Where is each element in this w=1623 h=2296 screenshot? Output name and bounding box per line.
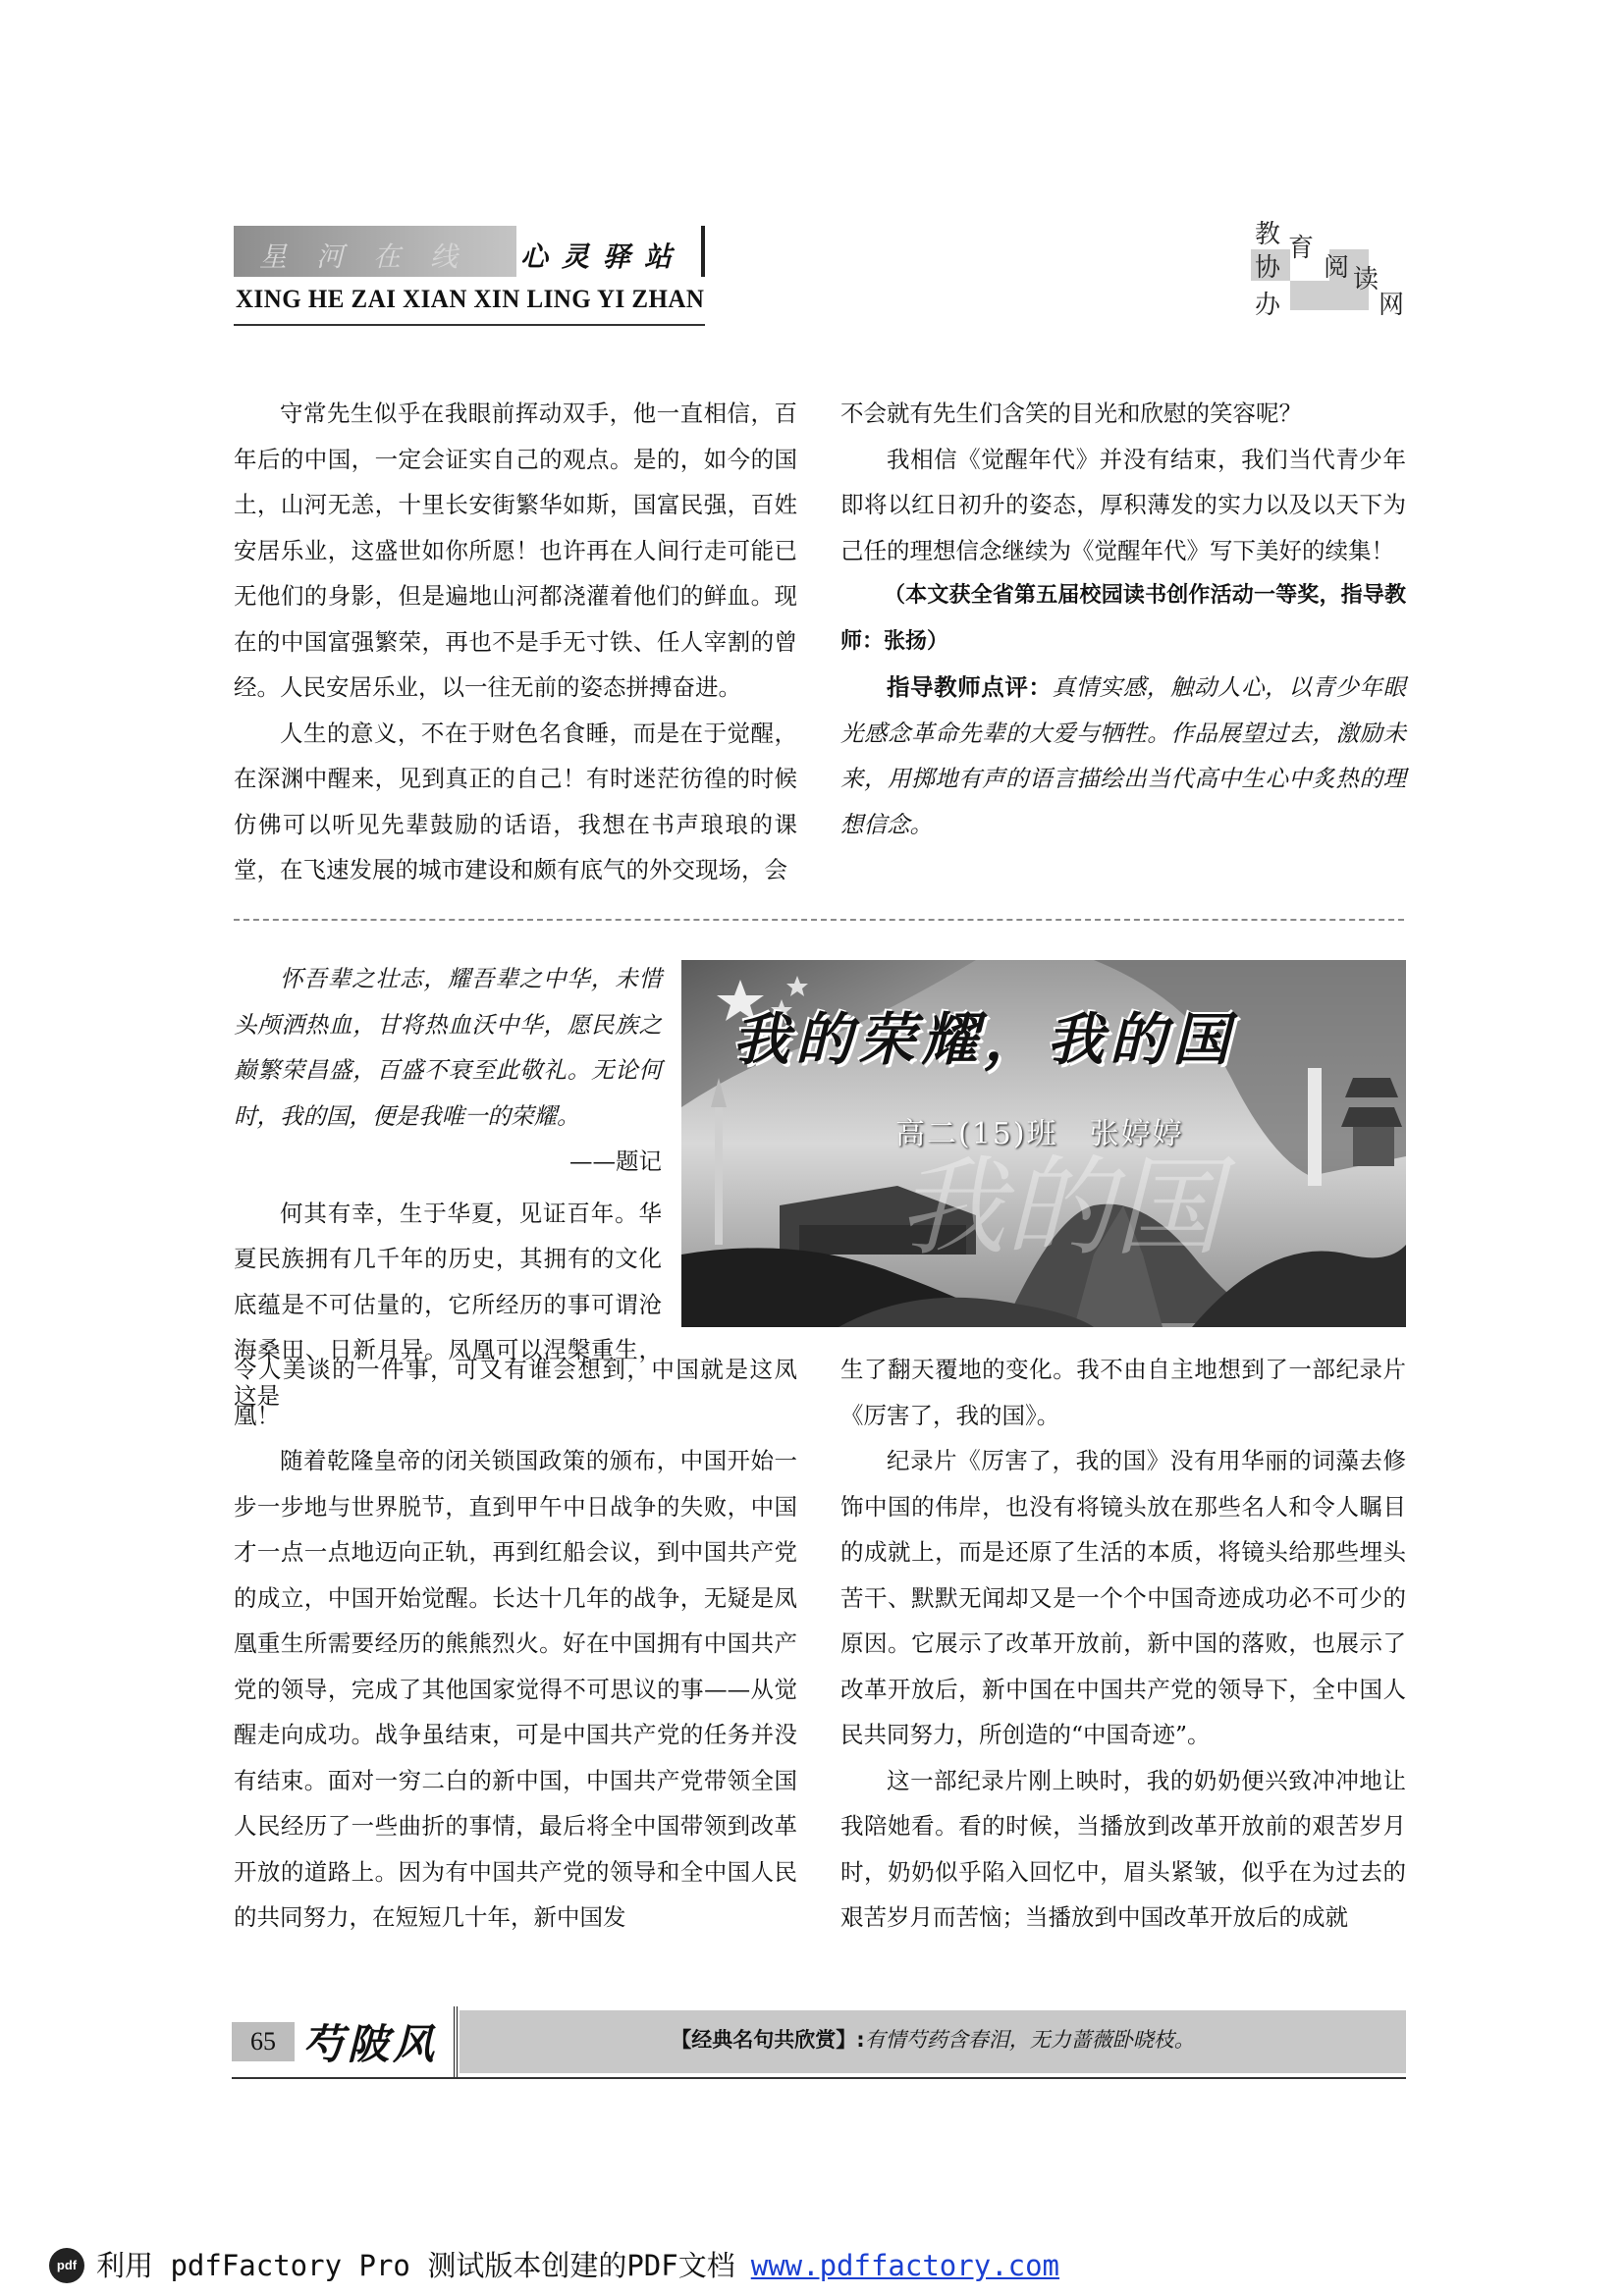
column-pinyin: XING HE ZAI XIAN XIN LING YI ZHAN	[236, 285, 705, 313]
paragraph: 这一部纪录片刚上映时，我的奶奶便兴致冲冲地让我陪她看。看的时候，当播放到改革开放前的艰苦岁月时，奶奶似乎陷入回忆中，眉头紧皱，似乎在为过去的艰苦岁月而苦恼；当播放到中国改革开放后的成就	[840, 1766, 1406, 1931]
pdf-watermark-link[interactable]: www.pdffactory.com	[750, 2249, 1060, 2282]
teacher-comment-text: 真情实感，触动人心，以青少年眼光感念革命先辈的大爱与牺牲。作品展望过去，激励未来，用掷地有声的语言描绘出当代高中生心中炙热的理想信念。	[840, 673, 1406, 838]
epigraph-sign: ——题记	[569, 1148, 662, 1175]
footer-rule	[232, 2077, 1406, 2079]
paragraph: 随着乾隆皇帝的闭关锁国政策的颁布，中国开始一步一步地与世界脱节，直到甲午中日战争的失败，中国才一点一点地迈向正轨，再到红船会议，到中国共产党的成立，中国开始觉醒。长达十几年的战争，无疑是凤凰重生所需要经历的熊熊烈火。好在中国拥有中国共产党的领导，完成了其他国家觉得不可思议的事——从觉醒走向成功。战争虽结束，可是中国共产党的任务并没有结束。面对一穷二白的新中国，中国共产党带领全国人民经历了一些曲折的事情，最后将全中国带领到改革开放的道路上。因为有中国共产党的领导和全中国人民的共同努力，在短短几十年，新中国发	[234, 1447, 797, 1931]
logo-char: 读	[1353, 265, 1380, 294]
article2-right-column	[840, 1347, 1406, 1941]
pdf-watermark-text: 利用 pdfFactory Pro 测试版本创建的PDF文档	[96, 2249, 735, 2282]
paragraph-continuation: 令人美谈的一件事，可又有谁会想到，中国就是这凤凰！	[234, 1356, 797, 1429]
paragraph: 何其有幸，生于华夏，见证百年。华夏民族拥有几千年的历史，其拥有的文化底蕴是不可估量的，它所经历的事可谓沧海桑田、日新月异。凤凰可以涅槃重生，这是	[234, 1199, 662, 1410]
paragraph-continuation: 生了翻天覆地的变化。我不由自主地想到了一部纪录片《厉害了，我的国》。	[840, 1356, 1406, 1429]
footer-quote-label: 【经典名句共欣赏】:	[671, 2028, 865, 2052]
pdf-watermark	[96, 2244, 1059, 2284]
pdf-icon: pdf	[49, 2248, 84, 2283]
magazine-title: 芍陂风	[302, 2020, 439, 2068]
column-name-dark: 心灵驿站	[519, 240, 685, 273]
teacher-comment-label: 指导教师点评：	[887, 673, 1053, 701]
logo-char: 网	[1379, 291, 1405, 320]
logo-char: 阅	[1324, 253, 1350, 283]
footer-divider	[444, 2006, 458, 2077]
header-rule	[234, 324, 705, 326]
article1-left-column	[234, 391, 797, 893]
paragraph: 守常先生似乎在我眼前挥动双手，他一直相信，百年后的中国，一定会证实自己的观点。是的，如今的国土，山河无恙，十里长安街繁华如斯，国富民强，百姓安居乐业，这盛世如你所愿！也许再在人间行走可能已无他们的身影，但是遍地山河都浇灌着他们的鲜血。现在的中国富强繁荣，再也不是手无寸铁、任人宰割的曾经。人民安居乐业，以一往无前的姿态拼搏奋进。	[234, 400, 797, 701]
column-header-bar	[234, 226, 705, 277]
award-note: （本文获全省第五届校园读书创作活动一等奖，指导教师：张扬）	[840, 583, 1406, 654]
footer-quote	[460, 2024, 1406, 2054]
logo-char: 协	[1255, 253, 1281, 283]
paragraph-continuation: 不会就有先生们含笑的目光和欣慰的笑容呢？	[840, 400, 1302, 427]
footer-quote-text: 有情芍药含春泪，无力蔷薇卧晓枝。	[864, 2028, 1195, 2052]
logo-char: 育	[1288, 234, 1315, 263]
article-divider	[234, 919, 1404, 921]
paragraph: 我相信《觉醒年代》并没有结束，我们当代青少年即将以红日初升的姿态，厚积薄发的实力以及以天下为己任的理想信念继续为《觉醒年代》写下美好的续集！	[840, 445, 1406, 564]
article2-left-lower-column	[234, 1347, 797, 1941]
article1-right-column	[840, 391, 1406, 847]
column-name-light: 星河在线	[259, 240, 488, 273]
publisher-logo	[1251, 214, 1408, 320]
epigraph: 怀吾辈之壮志，耀吾辈之中华，未惜头颅洒热血，甘将热血沃中华，愿民族之巅繁荣昌盛，百盛不衰至此敬礼。无论何时，我的国，便是我唯一的荣耀。	[234, 965, 662, 1130]
paragraph: 人生的意义，不在于财色名食睡，而是在于觉醒，在深渊中醒来，见到真正的自己！有时迷茫彷徨的时候仿佛可以听见先辈鼓励的话语，我想在书声琅琅的课堂，在飞速发展的城市建设和颇有底气的外交现场，会	[234, 719, 797, 883]
teacher-comment	[840, 665, 1406, 847]
column-name-box	[516, 226, 705, 277]
article2-title: 我的荣耀，我的国	[732, 1006, 1236, 1073]
page-number: 65	[232, 2022, 295, 2061]
logo-char: 办	[1255, 291, 1281, 320]
logo-char: 教	[1255, 220, 1281, 249]
svg-text:我的国: 我的国	[897, 1145, 1221, 1270]
article2-author: 高二(15)班 张婷婷	[895, 1117, 1184, 1151]
paragraph: 纪录片《厉害了，我的国》没有用华丽的词藻去修饰中国的伟岸，也没有将镜头放在那些名人和令人瞩目的成就上，而是还原了生活的本质，将镜头给那些埋头苦干、默默无闻却又是一个个中国奇迹成功必不可少的原因。它展示了改革开放前，新中国的落败，也展示了改革开放后，新中国在中国共产党的领导下，全中国人民共同努力，所创造的“中国奇迹”。	[840, 1447, 1406, 1748]
